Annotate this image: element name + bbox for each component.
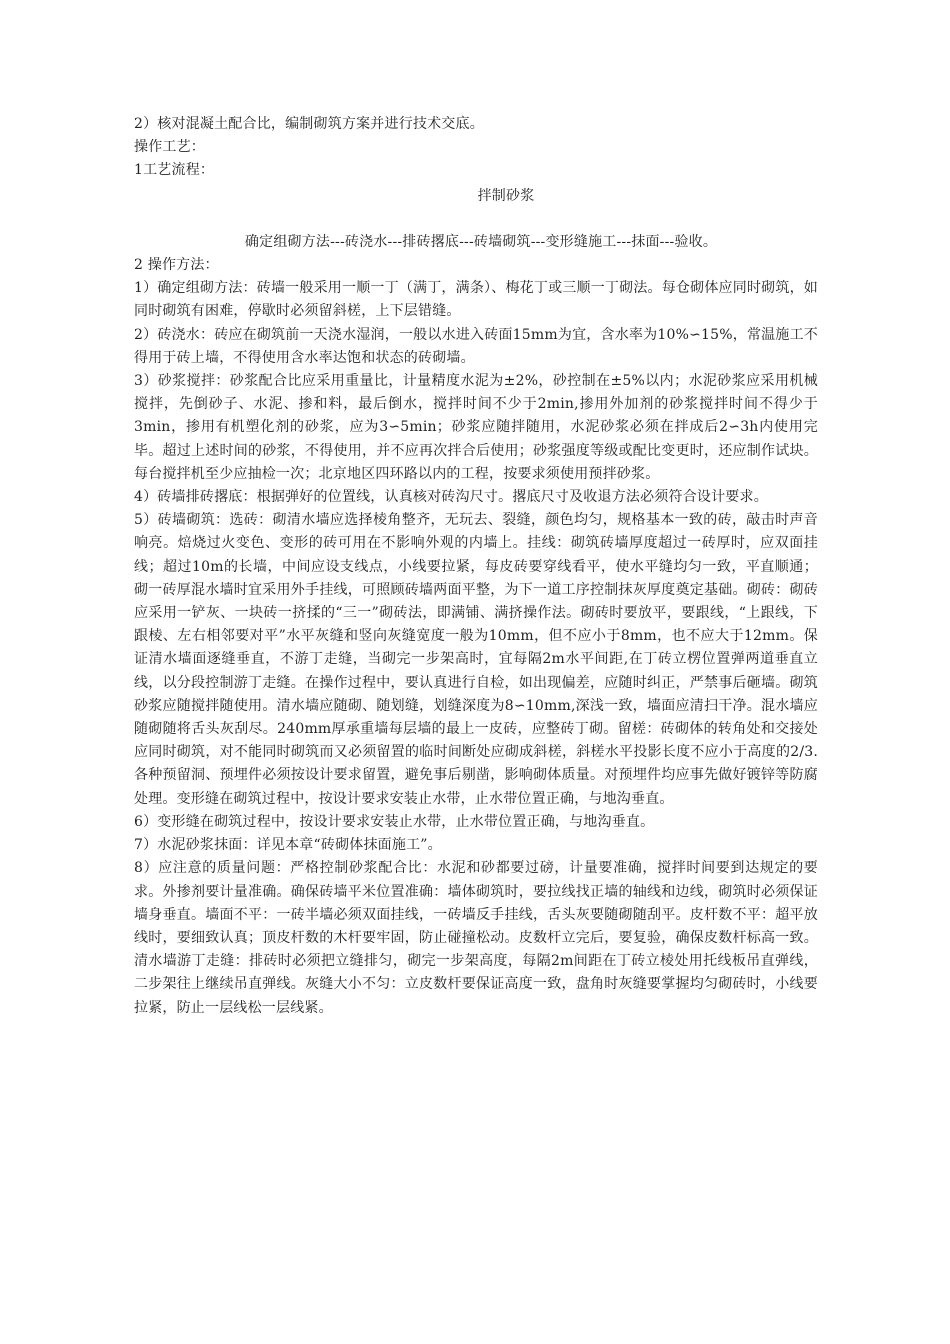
step-3-mortar-mixing: 3）砂浆搅拌：砂浆配合比应采用重量比，计量精度水泥为±2%，砂控制在±5%以内；水泥砂浆应采用机械搅拌，先倒砂子、水泥、掺和料，最后倒水，搅拌时间不少于2min,掺用外加剂的砂浆搅拌时间不得少于3min，掺用有机塑化剂的砂浆，应为3∽5min；砂浆应随拌随用，水泥砂浆必须在拌成后2∽3h内使用完毕。超过上述时间的砂浆，不得使用，并不应再次拌合后使用；砂浆强度等级或配比变更时，还应制作试块。每台搅拌机至少应抽检一次；北京地区四环路以内的工程，按要求须使用预拌砂浆。 (134, 373, 818, 482)
flow-sequence: 确定组砌方法---砖浇水---排砖撂底---砖墙砌筑---变形缝施工---抹面---验收。 (244, 233, 718, 250)
heading-process-flow: 1工艺流程： (134, 162, 215, 179)
step-4-brick-layout: 4）砖墙排砖撂底：根据弹好的位置线，认真核对砖沟尺寸。撂底尺寸及收退方法必须符合设计要求。 (134, 489, 768, 506)
step-1-bond-method: 1）确定组砌方法：砖墙一般采用一顺一丁（满丁，满条）、梅花丁或三顺一丁砌法。每仓砌体应同时砌筑，如同时砌筑有困难，停歇时必须留斜槎，上下层错缝。 (134, 280, 818, 320)
flow-mortar-mixing: 拌制砂浆 (477, 187, 535, 204)
step-7-plastering: 7）水泥砂浆抹面：详见本章“砖砌体抹面施工”。 (134, 837, 442, 854)
heading-operation-method: 2 操作方法： (134, 257, 219, 274)
step-8-quality-issues: 8）应注意的质量问题：严格控制砂浆配合比：水泥和砂都要过磅，计量要准确，搅拌时间要到达规定的要求。外掺剂要计量准确。确保砖墙平米位置准确：墙体砌筑时，要拉线找正墙的轴线和边线，砌筑时必须保证墙身垂直。墙面不平：一砖半墙必须双面挂线，一砖墙反手挂线，舌头灰要随砌随刮平。皮杆数不平：超平放线时，要细致认真；顶皮杆数的木杆要牢固，防止碰撞松动。皮数杆立完后，要复验，确保皮数杆标高一致。清水墙游丁走缝：排砖时必须把立缝排匀，砌完一步架高度，每隔2m间距在丁砖立棱处用托线板吊直弹线，二步架往上继续吊直弹线。灰缝大小不匀：立皮数杆要保证高度一致，盘角时灰缝要掌握均匀砌砖时，小线要拉紧，防止一层线松一层线紧。 (134, 860, 818, 1016)
step-5-wall-masonry: 5）砖墙砌筑：选砖：砌清水墙应选择棱角整齐，无玩去、裂缝，颜色均匀，规格基本一致的砖，敲击时声音响亮。焙烧过火变色、变形的砖可用在不影响外观的内墙上。挂线：砌筑砖墙厚度超过一砖厚时，应双面挂线；超过10m的长墙，中间应设支线点，小线要拉紧，每皮砖要穿线看平，使水平缝均匀一致，平直顺通；砌一砖厚混水墙时宜采用外手挂线，可照顾砖墙两面平整，为下一道工序控制抹灰厚度奠定基础。砌砖：砌砖应采用一铲灰、一块砖一挤揉的“三一”砌砖法，即满铺、满挤操作法。砌砖时要放平，要跟线，“上跟线，下跟棱、左右相邻要对平”水平灰缝和竖向灰缝宽度一般为10mm，但不应小于8mm，也不应大于12mm。保证清水墙面逐缝垂直，不游丁走缝，当砌完一步架高时，宜每隔2m水平间距,在丁砖立楞位置弹两道垂直立线，以分段控制游丁走缝。在操作过程中，要认真进行自检，如出现偏差，应随时纠正，严禁事后砸墙。砌筑砂浆应随搅拌随使用。清水墙应随砌、随划缝，划缝深度为8∽10mm,深浅一致，墙面应清扫干净。混水墙应随砌随将舌头灰刮尽。240mm厚承重墙每层墙的最上一皮砖，应整砖丁砌。留槎：砖砌体的转角处和交接处应同时砌筑，对不能同时砌筑而又必须留置的临时间断处应砌成斜槎，斜槎水平投影长度不应小于高度的2/3.各种预留洞、预埋件必须按设计要求留置，避免事后剔凿，影响砌体质量。对预埋件均应事先做好镀锌等防腐处理。变形缝在砌筑过程中，按设计要求安装止水带，止水带位置正确，与地沟垂直。 (134, 512, 818, 807)
step-2-brick-watering: 2）砖浇水：砖应在砌筑前一天浇水湿润，一般以水进入砖面15mm为宜，含水率为10%∽15%，常温施工不得用于砖上墙，不得使用含水率达饱和状态的砖砌墙。 (134, 326, 818, 366)
step-6-movement-joint: 6）变形缝在砌筑过程中，按设计要求安装止水带，止水带位置正确，与地沟垂直。 (134, 813, 655, 830)
prep-item-2: 2）核对混凝土配合比，编制砌筑方案并进行技术交底。 (134, 116, 484, 132)
document-page (134, 113, 818, 1020)
heading-operation-process: 操作工艺： (134, 139, 205, 156)
